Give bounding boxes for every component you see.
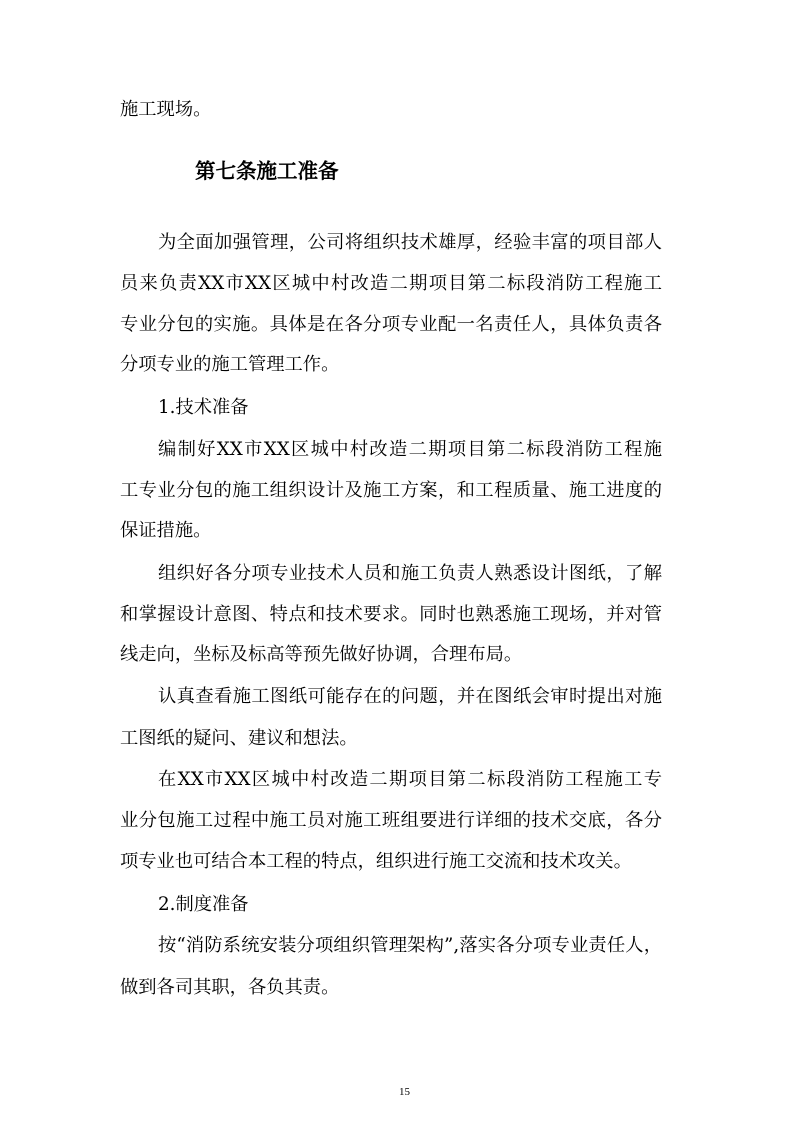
body-text-line: 组织好各分项专业技术人员和施工负责人熟悉设计图纸，了解 (158, 563, 662, 584)
subsection-heading: 1.技术准备 (158, 397, 249, 418)
body-text-line: 认真查看施工图纸可能存在的问题，并在图纸会审时提出对施 (158, 686, 662, 707)
section-heading: 第七条施工准备 (195, 159, 339, 183)
subsection-heading: 2.制度准备 (158, 894, 249, 915)
body-text-line: 为全面加强管理，公司将组织技术雄厚，经验丰富的项目部人 (158, 232, 662, 253)
body-text-line: 编制好XX市XX区城中村改造二期项目第二标段消防工程施 (158, 439, 662, 460)
body-text-line: 分项专业的施工管理工作。 (120, 354, 340, 375)
page-number: 15 (399, 1086, 410, 1098)
body-text-line: 工图纸的疑问、建议和想法。 (120, 728, 358, 749)
body-text-line: 员来负责XX市XX区城中村改造二期项目第二标段消防工程施工 (120, 273, 662, 294)
body-text-line: 做到各司其职，各负其责。 (120, 977, 340, 998)
carry-over-line: 施工现场。 (120, 99, 212, 120)
body-text-line: 专业分包的实施。具体是在各分项专业配一名责任人，具体负责各 (120, 314, 662, 335)
body-text-line: 工专业分包的施工组织设计及施工方案，和工程质量、施工进度的 (120, 480, 662, 501)
body-text-line: 业分包施工过程中施工员对施工班组要进行详细的技术交底，各分 (120, 810, 662, 831)
body-text-line: 线走向，坐标及标高等预先做好协调，合理布局。 (120, 644, 523, 665)
body-text-line: 在XX市XX区城中村改造二期项目第二标段消防工程施工专 (158, 769, 662, 790)
body-text-line: 和掌握设计意图、特点和技术要求。同时也熟悉施工现场，并对管 (120, 604, 662, 625)
body-text-line: 项专业也可结合本工程的特点，组织进行施工交流和技术攻关。 (120, 851, 632, 872)
body-text-line: 保证措施。 (120, 520, 212, 541)
body-text-line: 按“消防系统安装分项组织管理架构”,落实各分项专业责任人， (158, 935, 662, 956)
